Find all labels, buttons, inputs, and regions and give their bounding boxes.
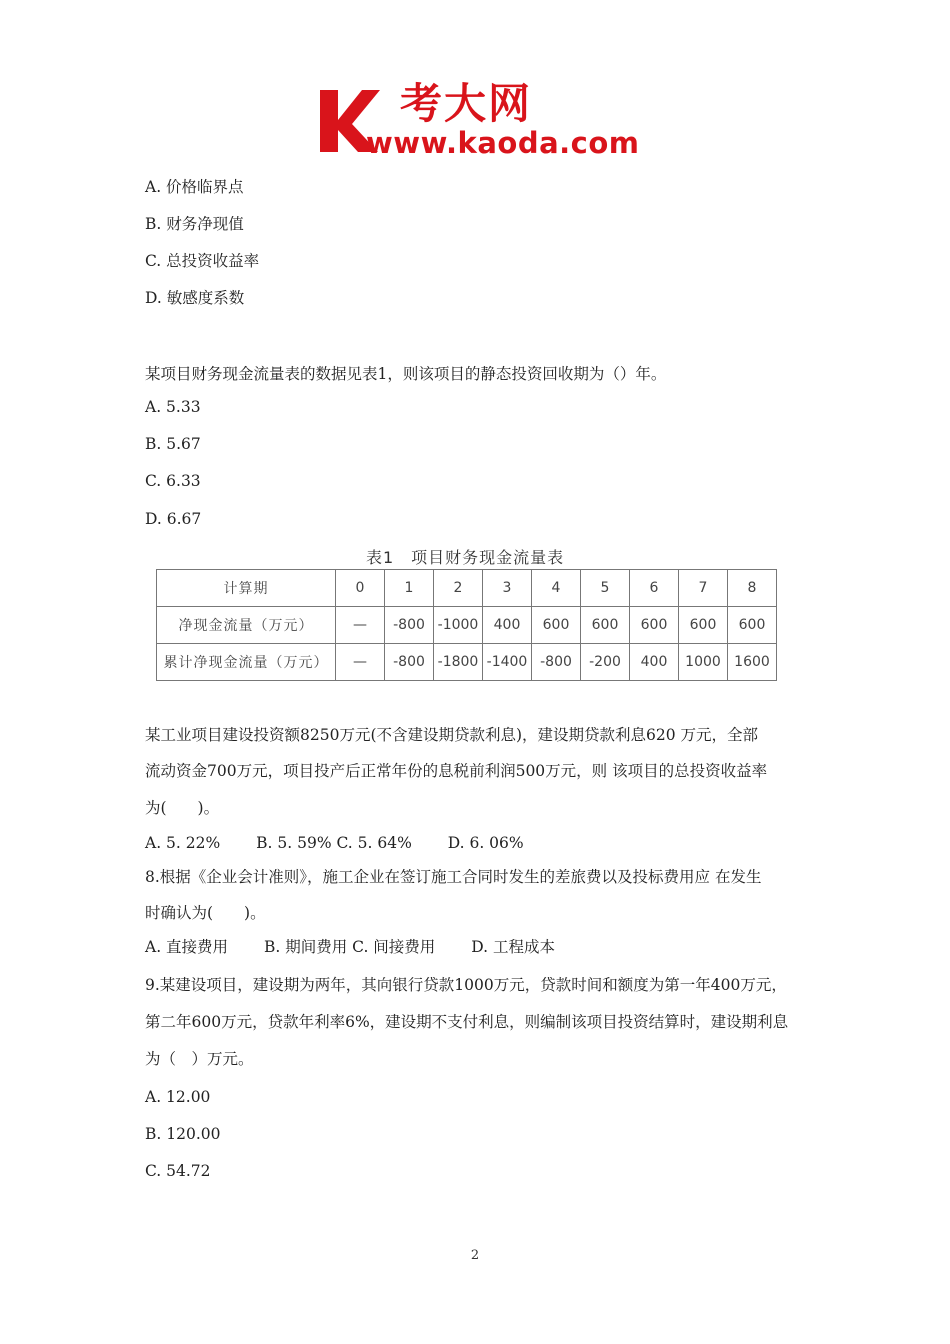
question-stem-line: 第二年600万元，贷款年利率6%，建设期不支付利息，则编制该项目投资结算时，建设期利息 — [145, 1013, 789, 1031]
table-cell: -800 — [532, 644, 581, 681]
option-d: D. 敏感度系数 — [145, 289, 245, 307]
question-stem-line: 某工业项目建设投资额8250万元(不含建设期贷款利息)，建设期贷款利息620 万元，全部 — [145, 726, 759, 744]
table-cell: — — [336, 607, 385, 644]
option-b: B. 5.67 — [145, 435, 201, 453]
option-c: C. 总投资收益率 — [145, 252, 260, 270]
question-stem: 某项目财务现金流量表的数据见表1，则该项目的静态投资回收期为（）年。 — [145, 365, 667, 383]
table-cell: 3 — [483, 570, 532, 607]
table-cell: 8 — [728, 570, 777, 607]
options-line: A. 5. 22% B. 5. 59% C. 5. 64% D. 6. 06% — [145, 834, 524, 852]
table-cell: -1800 — [434, 644, 483, 681]
table-header-label: 计算期 — [157, 570, 336, 607]
table-cell: -800 — [385, 607, 434, 644]
row-label: 累计净现金流量（万元） — [157, 644, 336, 681]
option-b: B. 120.00 — [145, 1125, 221, 1143]
table-cell: — — [336, 644, 385, 681]
table-cell: -1000 — [434, 607, 483, 644]
row-label: 净现金流量（万元） — [157, 607, 336, 644]
table-header-row — [157, 570, 777, 607]
question-stem-line: 为( )。 — [145, 799, 220, 817]
table-cell: 400 — [483, 607, 532, 644]
table-cell: 1 — [385, 570, 434, 607]
option-c: C. 6.33 — [145, 472, 201, 490]
question-stem-line: 9.某建设项目，建设期为两年，其向银行贷款1000万元，贷款时间和额度为第一年400万元， — [145, 976, 787, 994]
table-cell: 0 — [336, 570, 385, 607]
table-cell: -800 — [385, 644, 434, 681]
table-cell: 600 — [728, 607, 777, 644]
table-cell: 1600 — [728, 644, 777, 681]
table-cell: 1000 — [679, 644, 728, 681]
option-a: A. 价格临界点 — [145, 178, 244, 196]
option-d: D. 6.67 — [145, 510, 202, 528]
table-cell: -1400 — [483, 644, 532, 681]
option-a: A. 12.00 — [145, 1088, 211, 1106]
table-row — [157, 644, 777, 681]
logo-url-text: www.kaoda.com — [366, 126, 640, 160]
question-stem-line: 为（ ）万元。 — [145, 1050, 254, 1068]
cash-flow-table — [156, 569, 777, 681]
table-cell: 5 — [581, 570, 630, 607]
table-cell: 400 — [630, 644, 679, 681]
table-cell: 600 — [581, 607, 630, 644]
kaoda-logo — [318, 80, 648, 162]
table-cell: 600 — [630, 607, 679, 644]
option-c: C. 54.72 — [145, 1162, 211, 1180]
table-cell: -200 — [581, 644, 630, 681]
table-cell: 600 — [532, 607, 581, 644]
table-cell: 4 — [532, 570, 581, 607]
option-a: A. 5.33 — [145, 398, 201, 416]
page-number: 2 — [470, 1248, 480, 1263]
question-stem-line: 8.根据《企业会计准则》，施工企业在签订施工合同时发生的差旅费以及投标费用应 在发生 — [145, 868, 762, 886]
options-line: A. 直接费用 B. 期间费用 C. 间接费用 D. 工程成本 — [145, 938, 555, 956]
table-cell: 600 — [679, 607, 728, 644]
logo-chinese-text: 考大网 — [400, 79, 533, 128]
table-cell: 6 — [630, 570, 679, 607]
question-stem-line: 时确认为( )。 — [145, 904, 266, 922]
table-row — [157, 607, 777, 644]
table-cell: 2 — [434, 570, 483, 607]
option-b: B. 财务净现值 — [145, 215, 244, 233]
question-stem-line: 流动资金700万元，项目投产后正常年份的息税前利润500万元，则 该项目的总投资收益率 — [145, 762, 768, 780]
table-cell: 7 — [679, 570, 728, 607]
table-title: 表1 项目财务现金流量表 — [366, 548, 565, 567]
